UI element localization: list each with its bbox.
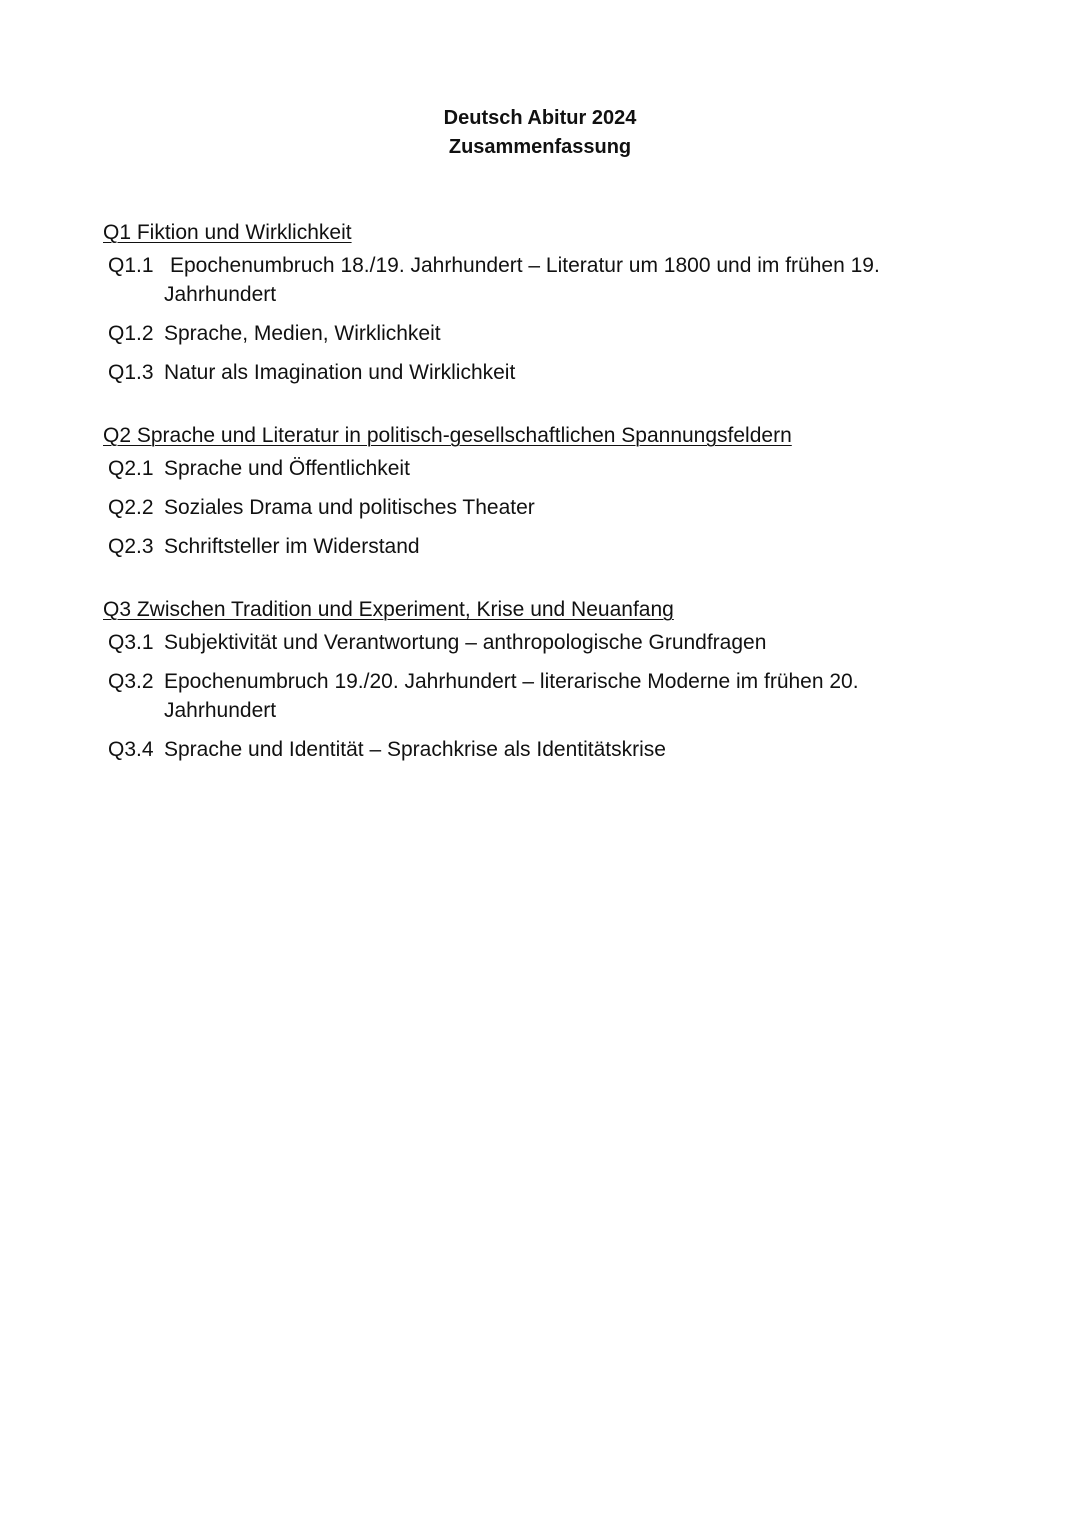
list-item [103, 493, 963, 522]
section-q1 [103, 219, 963, 397]
item-text: Natur als Imagination und Wirklichkeit [164, 361, 516, 384]
list-item [103, 667, 963, 725]
item-number: Q3.1 [108, 631, 154, 654]
item-text: Sprache und Öffentlichkeit [164, 457, 410, 480]
item-text: Sprache und Identität – Sprachkrise als Identitätskrise [164, 738, 666, 761]
list-item [103, 251, 963, 309]
list-item [103, 735, 963, 764]
item-number: Q3.4 [108, 738, 154, 761]
item-number: Q1.2 [108, 322, 154, 345]
list-item [103, 358, 963, 387]
list-item [103, 454, 963, 483]
section-heading: Q1 Fiktion und Wirklichkeit [103, 221, 352, 244]
item-number: Q2.3 [108, 535, 154, 558]
section-q3 [103, 596, 963, 774]
item-text: Sprache, Medien, Wirklichkeit [164, 322, 441, 345]
item-number: Q1.3 [108, 361, 154, 384]
document-subtitle: Zusammenfassung [448, 136, 632, 158]
item-text: Epochenumbruch 19./20. Jahrhundert – literarische Moderne im frühen 20. Jahrhundert [164, 670, 859, 722]
item-text: Schriftsteller im Widerstand [164, 535, 420, 558]
item-number: Q1.1 [108, 254, 154, 277]
section-heading: Q2 Sprache und Literatur in politisch-gesellschaftlichen Spannungsfeldern [103, 424, 792, 447]
list-item [103, 628, 963, 657]
document-title: Deutsch Abitur 2024 [443, 107, 637, 129]
item-text: Soziales Drama und politisches Theater [164, 496, 535, 519]
section-q2 [103, 422, 963, 571]
item-text: Subjektivität und Verantwortung – anthropologische Grundfragen [164, 631, 767, 654]
item-number: Q2.2 [108, 496, 154, 519]
list-item [103, 319, 963, 348]
section-heading: Q3 Zwischen Tradition und Experiment, Krise und Neuanfang [103, 598, 674, 621]
title-block [0, 104, 1080, 162]
item-number: Q3.2 [108, 670, 154, 693]
list-item [103, 532, 963, 561]
item-text: Epochenumbruch 18./19. Jahrhundert – Literatur um 1800 und im frühen 19. Jahrhundert [164, 254, 880, 306]
item-number: Q2.1 [108, 457, 154, 480]
